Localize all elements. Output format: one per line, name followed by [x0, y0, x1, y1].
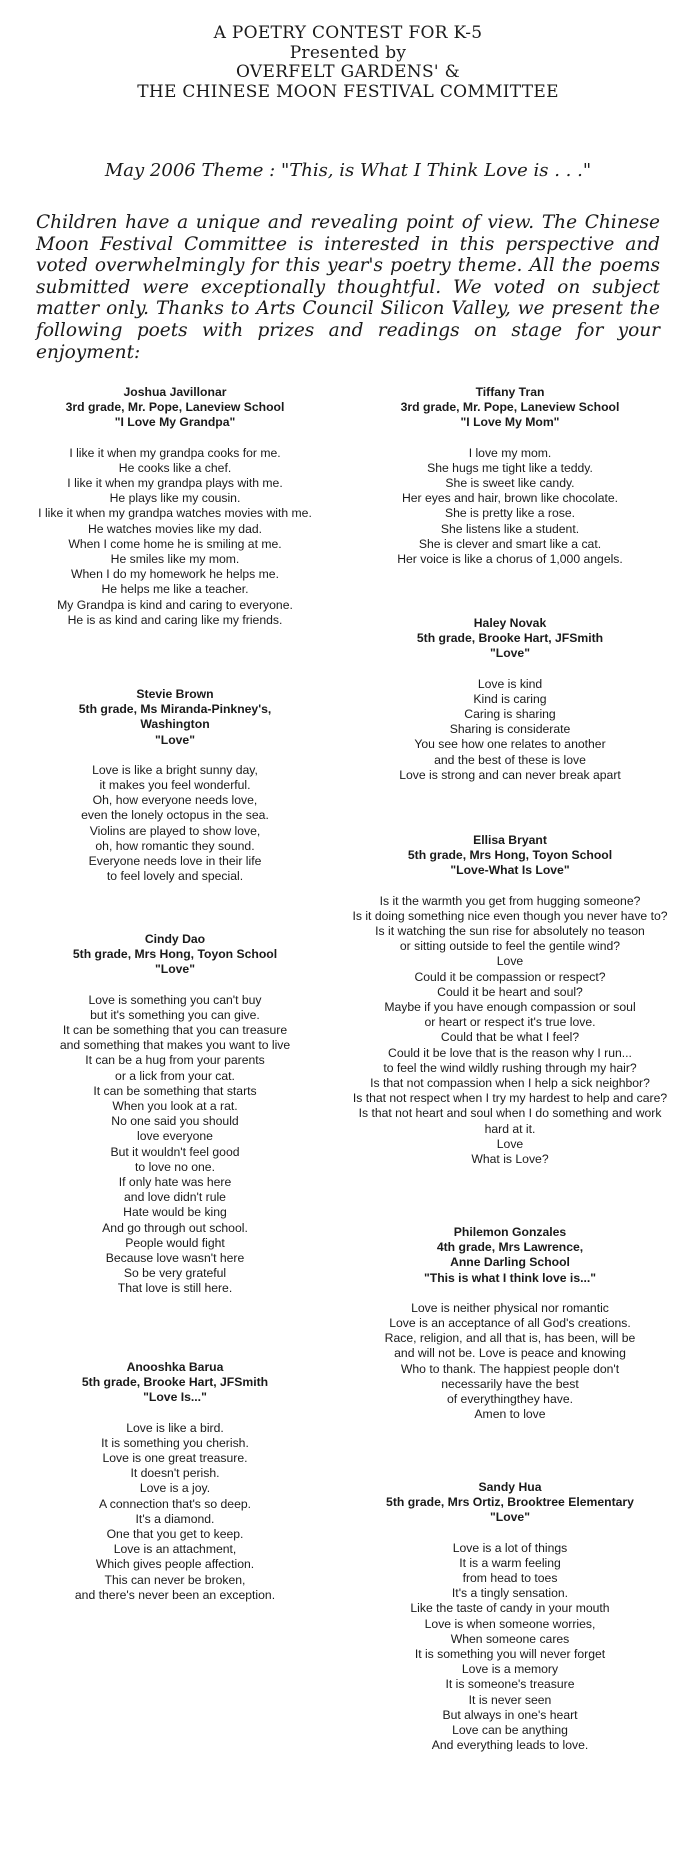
poem-author: Anooshka Barua: [126, 1360, 224, 1374]
poem-line: Is that not heart and soul when I do something and work: [358, 1106, 662, 1121]
poem-line: No one said you should: [111, 1114, 239, 1129]
poem-body: [340, 446, 680, 568]
poem-title: "I Love My Grandpa": [114, 415, 236, 430]
poem-line: When you look at a rat.: [112, 1099, 238, 1114]
poem-line: Her voice is like a chorus of 1,000 angels.: [397, 552, 623, 567]
poem-title: "Love": [154, 732, 195, 747]
poem-line: Is that not compassion when I help a sick neighbor?: [370, 1076, 650, 1091]
poem-line: He plays like my cousin.: [109, 491, 241, 506]
poem-line: Love is an attachment,: [113, 1542, 237, 1557]
poem-line: She is sweet like candy.: [445, 476, 575, 491]
poem-line: If only hate was here: [118, 1175, 232, 1190]
poem-line: Love is something you can't buy: [88, 992, 262, 1007]
poem-line: Kind is caring: [473, 691, 547, 706]
poem-line: It is someone's treasure: [445, 1677, 575, 1692]
poem-heading: [340, 1225, 680, 1286]
poem-line: and will not be. Love is peace and knowing: [394, 1346, 626, 1361]
poem-line: It can be something that you can treasure: [62, 1023, 288, 1038]
poem-line: She listens like a student.: [440, 521, 580, 536]
poem-line: She is pretty like a rose.: [444, 506, 576, 521]
poem-line: Love is strong and can never break apart: [399, 767, 621, 782]
poem-body: [340, 894, 680, 1168]
poem-line: I love my mom.: [468, 445, 552, 460]
poem-line: He cooks like a chef.: [118, 460, 232, 475]
header-line-1: A POETRY CONTEST FOR K-5: [213, 23, 483, 43]
poem-line: hard at it.: [484, 1121, 536, 1136]
poem-heading: [340, 385, 680, 431]
poem-line: Hate would be king: [123, 1205, 227, 1220]
poem-block: [20, 385, 330, 628]
poem-line: He watches movies like my dad.: [87, 521, 263, 536]
poem-author: Ellisa Bryant: [473, 833, 547, 847]
poem-block: [340, 1225, 680, 1422]
poem-line: or sitting outside to feel the gentile wind?: [399, 939, 621, 954]
poem-line: Everyone needs love in their life: [88, 854, 262, 869]
poem-line: One that you get to keep.: [106, 1527, 244, 1542]
poem-block: [340, 1480, 680, 1753]
poem-line: When I come home he is smiling at me.: [68, 536, 282, 551]
poem-line: It is something you cherish.: [101, 1435, 249, 1450]
poem-line: Sharing is considerate: [449, 722, 571, 737]
poem-line: Maybe if you have enough compassion or soul: [384, 1000, 636, 1015]
poem-line: and there's never been an exception.: [74, 1587, 276, 1602]
poem-line: Could it be compassion or respect?: [414, 969, 606, 984]
poem-heading: [20, 687, 330, 748]
poem-line: That love is still here.: [117, 1281, 233, 1296]
poem-body: [20, 446, 330, 628]
poem-body: [340, 1541, 680, 1754]
poem-line: Love: [496, 954, 524, 969]
poem-line: And everything leads to love.: [431, 1738, 589, 1753]
poem-body: [340, 1301, 680, 1423]
poem-block: [340, 616, 680, 783]
poem-block: [20, 687, 330, 884]
poem-author: Joshua Javillonar: [123, 385, 227, 399]
poem-heading: [20, 932, 330, 978]
poem-body: [20, 993, 330, 1297]
poem-line: and the best of these is love: [434, 752, 586, 767]
poem-line: Is it doing something nice even though you never have to?: [352, 908, 668, 923]
poem-heading: [340, 616, 680, 662]
poem-line: But it wouldn't feel good: [110, 1144, 240, 1159]
poem-line: from head to toes: [462, 1571, 558, 1586]
poem-line: I like it when my grandpa plays with me.: [67, 476, 283, 491]
poem-line: When I do my homework he helps me.: [71, 567, 279, 582]
poem-author: Philemon Gonzales: [453, 1225, 567, 1239]
poem-heading: [340, 833, 680, 879]
poem-title: "Love": [489, 646, 530, 661]
poem-line: She hugs me tight like a teddy.: [427, 460, 593, 475]
poem-grade: 5th grade, Mrs Ortiz, Brooktree Elementary: [386, 1495, 634, 1510]
poem-line: It is never seen: [468, 1692, 552, 1707]
poem-line: But always in one's heart: [442, 1707, 578, 1722]
poem-author: Cindy Dao: [144, 932, 206, 946]
poem-line: Love is when someone worries,: [424, 1616, 596, 1631]
poem-line: Could it be love that is the reason why I run...: [388, 1045, 632, 1060]
poem-line: Love is a lot of things: [452, 1540, 568, 1555]
poem-line: Love is kind: [477, 676, 543, 691]
header-line-4: THE CHINESE MOON FESTIVAL COMMITTEE: [137, 81, 559, 102]
poem-line: Love is like a bird.: [126, 1420, 224, 1435]
poem-author: Stevie Brown: [136, 687, 214, 701]
poem-line: Who to thank. The happiest people don't: [400, 1361, 620, 1376]
poem-block: [20, 932, 330, 1297]
poem-line: It can be a hug from your parents: [85, 1053, 265, 1068]
poem-body: [20, 763, 330, 885]
poem-grade: 5th grade, Brooke Hart, JFSmith: [81, 1375, 269, 1390]
poem-body: [20, 1421, 330, 1603]
poem-line: Love is neither physical nor romantic: [411, 1300, 609, 1315]
poem-line: and love didn't rule: [124, 1190, 226, 1205]
poem-line: Violins are played to show love,: [89, 823, 261, 838]
poem-grade: 5th grade, Mrs Hong, Toyon School: [72, 947, 278, 962]
poem-heading: [340, 1480, 680, 1526]
poem-line: What is Love?: [471, 1152, 549, 1167]
intro-paragraph: Children have a unique and revealing point of view. The Chinese Moon Festival Committee is interested in this perspective and voted overwhelmingly for this year's poetry theme. All the poems submitted were exceptionally thoughtful. We voted on subject matter only. Thanks to Arts Council Silicon Valley, we present the following poets with prizes and readings on stage for your enjoyment:: [36, 212, 660, 363]
poem-line: of everythingthey have.: [446, 1392, 574, 1407]
poem-line: You see how one relates to another: [414, 737, 606, 752]
poem-line: People would fight: [125, 1235, 225, 1250]
poem-line: Could that be what I feel?: [440, 1030, 580, 1045]
header-line-3: OVERFELT GARDENS' &: [235, 62, 461, 82]
poem-line: My Grandpa is kind and caring to everyone.: [57, 597, 293, 612]
poem-line: Amen to love: [474, 1407, 546, 1422]
poem-title: "This is what I think love is...": [423, 1270, 597, 1285]
poem-line: Could it be heart and soul?: [437, 984, 583, 999]
poem-author: Tiffany Tran: [475, 385, 545, 399]
poem-line: to love no one.: [135, 1159, 215, 1174]
poem-line: He helps me like a teacher.: [101, 582, 249, 597]
poem-line: to feel the wind wildly rushing through my hair?: [383, 1060, 637, 1075]
header-line-2: Presented by: [289, 42, 407, 63]
poem-line: And go through out school.: [102, 1220, 248, 1235]
poem-title: "Love Is...": [143, 1390, 207, 1405]
poem-grade-line-2: Washington: [140, 717, 210, 732]
poem-line: or heart or respect it's true love.: [424, 1015, 596, 1030]
poem-line: Love can be anything: [452, 1723, 568, 1738]
poem-line: He smiles like my mom.: [110, 552, 240, 567]
poem-line: to feel lovely and special.: [106, 869, 244, 884]
contest-header: [0, 24, 696, 102]
poem-line: He is as kind and caring like my friends.: [67, 612, 283, 627]
poem-line: and something that makes you want to live: [59, 1038, 291, 1053]
poem-heading: [20, 385, 330, 431]
theme-line: May 2006 Theme : "This, is What I Think Love is . . .": [104, 160, 592, 181]
poem-line: Is it the warmth you get from hugging someone?: [379, 893, 641, 908]
poem-title: "Love": [154, 962, 195, 977]
poem-block: [340, 385, 680, 567]
poem-line: or a lick from your cat.: [115, 1068, 235, 1083]
poem-title: "Love-What Is Love": [450, 863, 570, 878]
poem-line: Caring is sharing: [464, 707, 556, 722]
poem-grade: 3rd grade, Mr. Pope, Laneview School: [65, 400, 285, 415]
poem-line: Is that not respect when I try my hardest to help and care?: [352, 1091, 668, 1106]
poem-line: It is something you will never forget: [414, 1647, 606, 1662]
poem-line: Love: [496, 1136, 524, 1151]
poem-line: oh, how romantic they sound.: [95, 838, 255, 853]
poem-line: but it's something you can give.: [90, 1007, 260, 1022]
poem-line: Like the taste of candy in your mouth: [410, 1601, 610, 1616]
poem-line: Love is one great treasure.: [102, 1451, 248, 1466]
poem-grade: 4th grade, Mrs Lawrence,: [436, 1240, 584, 1255]
poem-author: Haley Novak: [473, 616, 547, 630]
poem-line: even the lonely octopus in the sea.: [81, 808, 269, 823]
poem-line: It is a warm feeling: [459, 1555, 561, 1570]
poem-body: [340, 677, 680, 783]
poem-line: Which gives people affection.: [95, 1557, 255, 1572]
poem-line: When someone cares: [450, 1631, 570, 1646]
poem-line: Race, religion, and all that is, has been, will be: [384, 1331, 636, 1346]
poem-author: Sandy Hua: [478, 1480, 542, 1494]
poem-line: love everyone: [137, 1129, 213, 1144]
poem-title: "I Love My Mom": [460, 415, 560, 430]
poem-block: [20, 1360, 330, 1603]
poem-line: Love is an acceptance of all God's creations.: [389, 1316, 631, 1331]
poem-line: Oh, how everyone needs love,: [92, 793, 258, 808]
poem-line: Is it watching the sun rise for absolutely no teason: [375, 924, 645, 939]
poem-line: She is clever and smart like a cat.: [418, 536, 602, 551]
poem-line: I like it when my grandpa cooks for me.: [69, 445, 281, 460]
poem-line: A connection that's so deep.: [98, 1496, 252, 1511]
poem-line: it makes you feel wonderful.: [99, 778, 251, 793]
poem-line: Love is like a bright sunny day,: [92, 762, 258, 777]
poem-heading: [20, 1360, 330, 1406]
poem-line: Because love wasn't here: [105, 1251, 245, 1266]
poem-line: So be very grateful: [123, 1266, 227, 1281]
poem-title: "Love": [489, 1510, 530, 1525]
poem-line: Love is a memory: [461, 1662, 559, 1677]
poem-grade: 3rd grade, Mr. Pope, Laneview School: [400, 400, 620, 415]
poem-line: It can be something that starts: [93, 1083, 257, 1098]
poem-block: [340, 833, 680, 1167]
poem-grade-line-2: Anne Darling School: [450, 1255, 570, 1270]
poem-line: This can never be broken,: [104, 1572, 246, 1587]
poem-line: Her eyes and hair, brown like chocolate.: [401, 491, 619, 506]
poem-line: It doesn't perish.: [130, 1466, 220, 1481]
poem-line: necessarily have the best: [441, 1376, 579, 1391]
poem-grade: 5th grade, Mrs Hong, Toyon School: [407, 848, 613, 863]
poem-grade: 5th grade, Ms Miranda-Pinkney's,: [78, 702, 272, 717]
poem-grade: 5th grade, Brooke Hart, JFSmith: [416, 631, 604, 646]
poem-line: Love is a joy.: [139, 1481, 211, 1496]
poem-line: I like it when my grandpa watches movies with me.: [38, 506, 312, 521]
poem-line: It's a tingly sensation.: [451, 1586, 569, 1601]
poem-line: It's a diamond.: [135, 1511, 215, 1526]
